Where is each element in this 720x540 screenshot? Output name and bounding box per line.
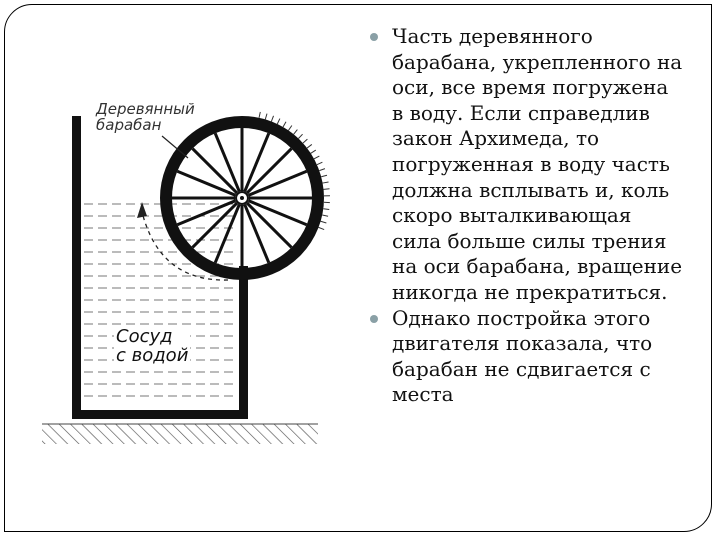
bullet-item [364, 24, 684, 306]
vessel-left-wall [72, 116, 81, 418]
vessel-right-wall [239, 266, 248, 418]
bullet-dot-icon [370, 315, 378, 323]
bullet-item [364, 306, 684, 408]
rim-tick [294, 130, 298, 135]
ground-hatch [42, 424, 318, 444]
bullet-text: Однако постройка этого двигателя показала, что барабан не сдвигается с места [392, 305, 653, 407]
bullet-text: Часть деревянного барабана, укрепленного на оси, все время погружена в воду. Если справедлив закон Архимеда, то погруженная в воду часть должна всплывать и, коль скоро выталкивающая сила больше силы трения на оси барабана, вращение никогда не прекратиться. [392, 24, 683, 304]
rim-tick [311, 150, 316, 153]
rim-tick [314, 156, 319, 159]
water-lines [84, 204, 236, 396]
rim-tick [319, 227, 325, 229]
rim-tick [303, 139, 307, 143]
vessel-label: Сосуд с водой [116, 326, 189, 366]
rim-tick [259, 112, 260, 118]
vessel-bottom [72, 410, 248, 419]
wooden-drum [166, 112, 330, 274]
rim-tick [322, 215, 328, 216]
rim-tick [288, 125, 291, 130]
rim-tick [283, 122, 286, 127]
rim-tick [277, 119, 280, 124]
rim-tick [324, 189, 330, 190]
rim-tick [265, 114, 267, 120]
text-panel [364, 24, 684, 408]
rim-tick [298, 134, 302, 138]
rim-tick [323, 209, 329, 210]
rim-tick [317, 162, 322, 164]
rim-tick [321, 221, 327, 223]
rim-tick [271, 116, 273, 122]
rim-tick [307, 144, 312, 148]
rim-tick [321, 175, 327, 177]
rim-tick [319, 169, 325, 171]
bullet-dot-icon [370, 33, 378, 41]
perpetual-motion-diagram [30, 90, 350, 450]
diagram-drawing [30, 90, 350, 450]
drum-axle-center [240, 196, 244, 200]
drum-label: Деревянный барабан [96, 100, 195, 134]
rim-tick [323, 182, 329, 183]
